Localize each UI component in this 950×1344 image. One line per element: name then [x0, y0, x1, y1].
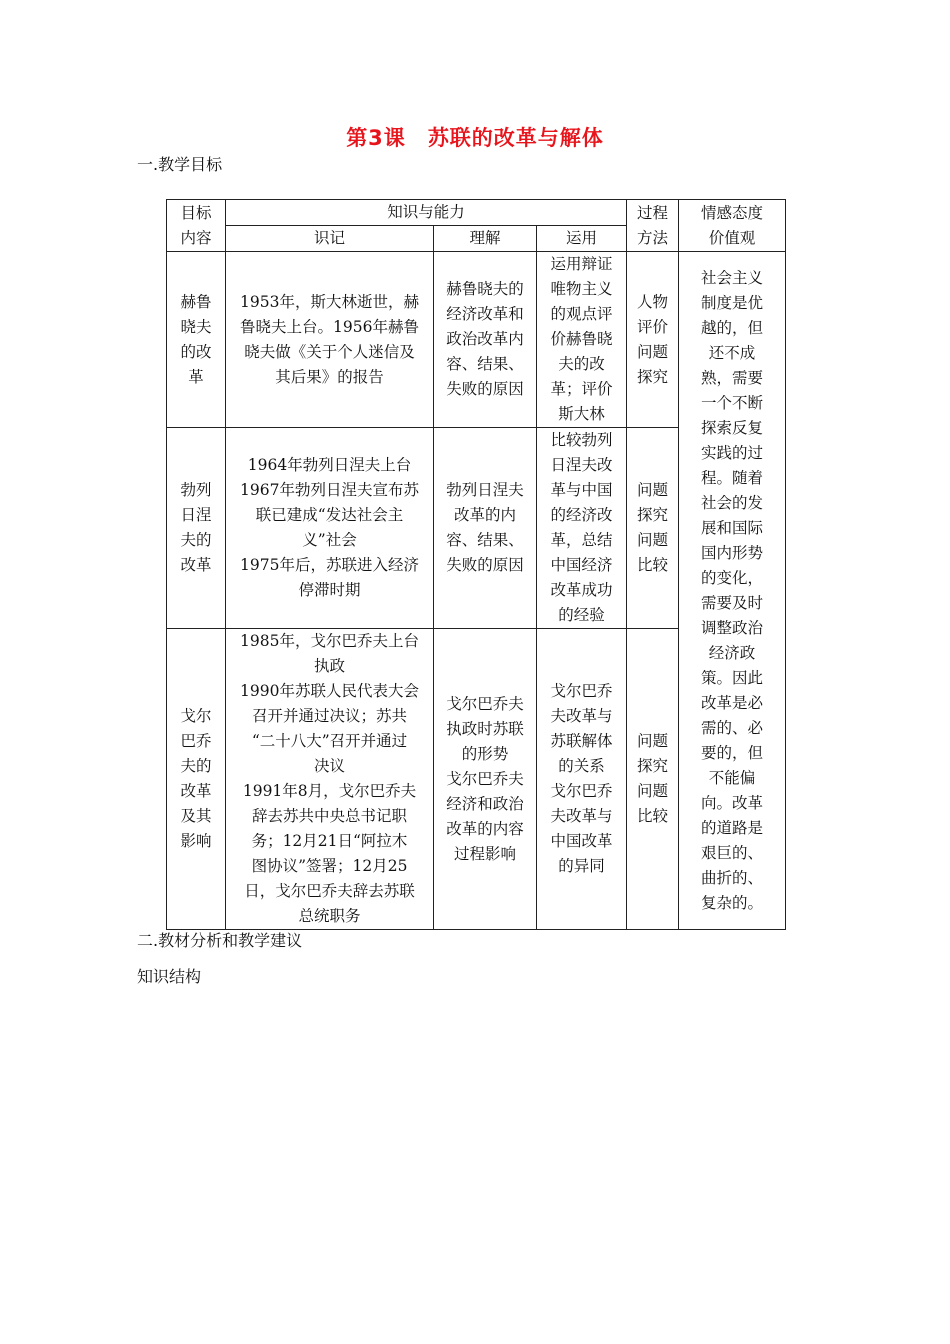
section-heading-objectives: 一.教学目标 — [137, 155, 223, 174]
header-target: 目标 内容 — [167, 200, 226, 252]
table-header-row — [167, 200, 786, 226]
cell-target: 赫鲁 晓夫 的改 革 — [167, 252, 226, 428]
cell-target: 戈尔 巴乔 夫的 改革 及其 影响 — [167, 629, 226, 930]
header-process: 过程 方法 — [627, 200, 679, 252]
cell-recall: 1953年，斯大林逝世，赫 鲁晓夫上台。1956年赫鲁 晓夫做《关于个人迷信及 其后果》的报告 — [226, 252, 434, 428]
cell-recall: 1964年勃列日涅夫上台 1967年勃列日涅夫宣布苏 联已建成“发达社会主 义”社会 1975年后，苏联进入经济 停滞时期 — [226, 428, 434, 629]
cell-understand: 勃列日涅夫 改革的内 容、结果、 失败的原因 — [434, 428, 537, 629]
cell-apply: 运用辩证 唯物主义 的观点评 价赫鲁晓 夫的改 革；评价 斯大林 — [537, 252, 627, 428]
cell-process: 人物 评价 问题 探究 — [627, 252, 679, 428]
cell-understand: 赫鲁晓夫的 经济改革和 政治改革内 容、结果、 失败的原因 — [434, 252, 537, 428]
subheader-recall: 识记 — [226, 226, 434, 252]
cell-process: 问题 探究 问题 比较 — [627, 629, 679, 930]
cell-target: 勃列 日涅 夫的 改革 — [167, 428, 226, 629]
lesson-number: 第3课 — [346, 126, 406, 150]
table-row — [167, 252, 786, 428]
page-title — [0, 122, 950, 152]
subheader-apply: 运用 — [537, 226, 627, 252]
lesson-name: 苏联的改革与解体 — [427, 126, 604, 150]
section-heading-analysis: 二.教材分析和教学建议 — [137, 931, 303, 950]
cell-apply: 戈尔巴乔 夫改革与 苏联解体 的关系 戈尔巴乔 夫改革与 中国改革 的异同 — [537, 629, 627, 930]
subheader-understand: 理解 — [434, 226, 537, 252]
cell-process: 问题 探究 问题 比较 — [627, 428, 679, 629]
cell-understand: 戈尔巴乔夫 执政时苏联 的形势 戈尔巴乔夫 经济和政治 改革的内容 过程影响 — [434, 629, 537, 930]
section-heading-structure: 知识结构 — [137, 967, 202, 986]
objectives-table — [166, 199, 786, 930]
cell-recall: 1985年，戈尔巴乔夫上台 执政 1990年苏联人民代表大会 召开并通过决议；苏共 “二十八大”召开并通过 决议 1991年8月，戈尔巴乔夫 辞去苏共中央总书记职 务；12月21日“阿拉木 图协议”签署；12月25 日，戈尔巴乔夫辞去苏联 总统职务 — [226, 629, 434, 930]
header-knowledge: 知识与能力 — [226, 200, 627, 226]
cell-apply: 比较勃列 日涅夫改 革与中国 的经济改 革，总结 中国经济 改革成功 的经验 — [537, 428, 627, 629]
cell-emotion: 社会主义 制度是优 越的，但 还不成 熟，需要 一个不断 探索反复 实践的过 程。随着 社会的发 展和国际 国内形势 的变化， 需要及时 调整政治 经济政 策。因此 改革是必 需的、必 要的，但 不能偏 向。改革 的道路是 艰巨的、 曲折的、 复杂的。 — [679, 252, 786, 930]
header-emotion: 情感态度 价值观 — [679, 200, 786, 252]
